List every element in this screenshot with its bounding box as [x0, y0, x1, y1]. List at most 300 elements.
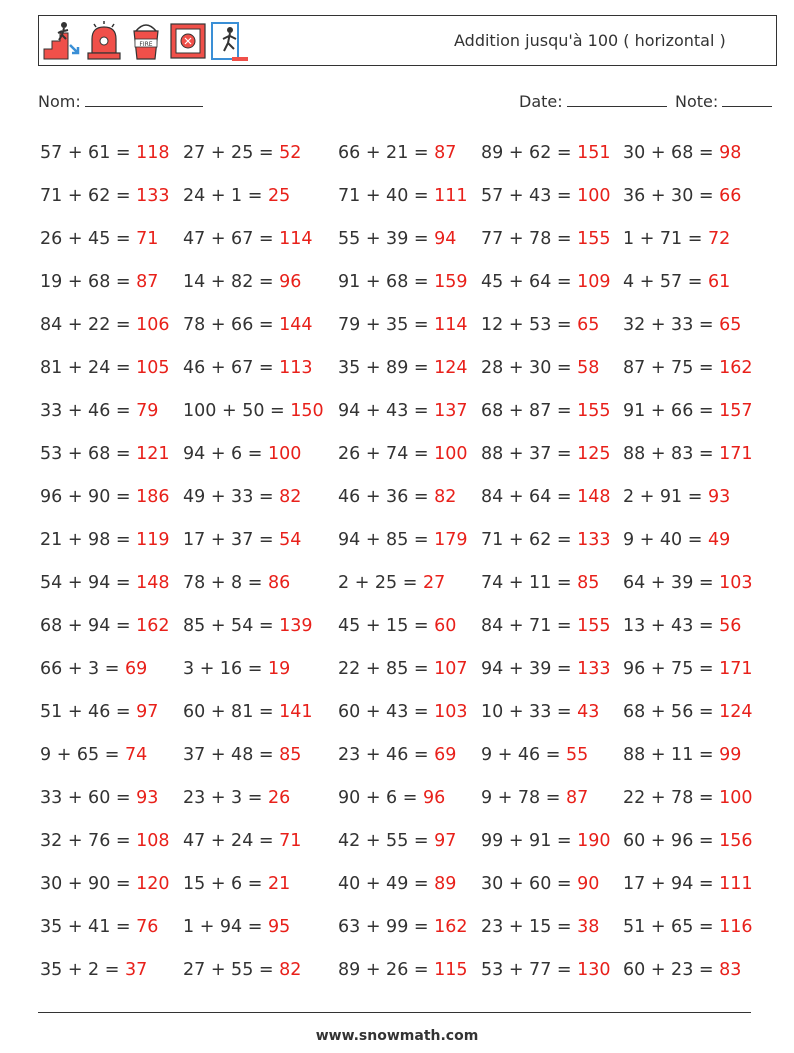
problem-answer: 76 [136, 917, 159, 937]
problem-cell [623, 229, 730, 249]
problem-question: 17 + 37 = [183, 530, 274, 550]
problem-answer: 90 [577, 874, 600, 894]
footer-url: www.snowmath.com [315, 1028, 479, 1044]
problem-answer: 111 [719, 874, 753, 894]
problem-answer: 96 [423, 788, 446, 808]
problem-question: 53 + 77 = [481, 960, 572, 980]
problem-cell [623, 186, 741, 206]
problem-answer: 148 [136, 573, 170, 593]
note-label: Note: [675, 92, 719, 111]
problem-question: 57 + 61 = [40, 143, 131, 163]
problem-question: 91 + 66 = [623, 401, 714, 421]
problem-cell [338, 917, 468, 937]
problem-answer: 25 [268, 186, 291, 206]
problem-question: 30 + 68 = [623, 143, 714, 163]
problem-answer: 100 [268, 444, 302, 464]
problem-answer: 114 [279, 229, 313, 249]
problem-answer: 21 [268, 874, 291, 894]
problem-answer: 65 [577, 315, 600, 335]
problem-answer: 43 [577, 702, 600, 722]
problem-answer: 99 [719, 745, 742, 765]
problem-question: 78 + 66 = [183, 315, 274, 335]
problem-cell [481, 960, 611, 980]
problem-cell [623, 917, 753, 937]
problem-question: 9 + 46 = [481, 745, 561, 765]
problem-question: 99 + 91 = [481, 831, 572, 851]
problem-cell [623, 659, 753, 679]
problem-cell [481, 917, 599, 937]
problem-question: 9 + 65 = [40, 745, 120, 765]
problem-answer: 156 [719, 831, 753, 851]
problem-answer: 179 [434, 530, 468, 550]
problem-answer: 82 [279, 487, 302, 507]
problem-cell [481, 186, 611, 206]
problem-question: 24 + 1 = [183, 186, 263, 206]
problem-answer: 155 [577, 401, 611, 421]
problem-question: 27 + 25 = [183, 143, 274, 163]
problem-cell [40, 573, 170, 593]
problem-answer: 26 [268, 788, 291, 808]
problem-answer: 38 [577, 917, 600, 937]
problem-answer: 61 [708, 272, 731, 292]
problem-answer: 83 [719, 960, 742, 980]
problem-question: 36 + 30 = [623, 186, 714, 206]
problem-answer: 54 [279, 530, 302, 550]
problem-answer: 27 [423, 573, 446, 593]
problem-question: 88 + 11 = [623, 745, 714, 765]
problem-answer: 60 [434, 616, 457, 636]
problem-cell [338, 487, 456, 507]
problem-question: 60 + 43 = [338, 702, 429, 722]
problem-cell [481, 616, 611, 636]
problem-cell [623, 444, 753, 464]
problem-question: 60 + 96 = [623, 831, 714, 851]
problem-question: 55 + 39 = [338, 229, 429, 249]
problem-answer: 114 [434, 315, 468, 335]
problem-cell [338, 315, 468, 335]
problem-answer: 79 [136, 401, 159, 421]
problem-question: 88 + 37 = [481, 444, 572, 464]
problem-question: 89 + 26 = [338, 960, 429, 980]
problem-cell [40, 960, 147, 980]
problem-question: 47 + 24 = [183, 831, 274, 851]
problem-question: 28 + 30 = [481, 358, 572, 378]
problem-answer: 69 [434, 745, 457, 765]
problem-question: 68 + 56 = [623, 702, 714, 722]
problem-answer: 100 [719, 788, 753, 808]
problem-answer: 159 [434, 272, 468, 292]
problem-cell [623, 358, 753, 378]
problem-answer: 162 [719, 358, 753, 378]
problem-cell [40, 272, 158, 292]
problem-cell [481, 874, 599, 894]
problem-cell [40, 401, 158, 421]
problem-question: 12 + 53 = [481, 315, 572, 335]
problem-cell [623, 272, 730, 292]
problem-cell [338, 401, 468, 421]
problem-answer: 82 [434, 487, 457, 507]
problem-answer: 85 [279, 745, 302, 765]
problem-question: 2 + 25 = [338, 573, 418, 593]
problem-cell [338, 272, 468, 292]
problem-question: 94 + 85 = [338, 530, 429, 550]
problem-answer: 107 [434, 659, 468, 679]
problem-cell [338, 659, 468, 679]
problem-cell [623, 143, 741, 163]
problem-question: 45 + 15 = [338, 616, 429, 636]
problem-question: 84 + 71 = [481, 616, 572, 636]
problem-answer: 97 [434, 831, 457, 851]
problem-cell [338, 229, 456, 249]
problem-question: 30 + 60 = [481, 874, 572, 894]
problem-cell [481, 745, 588, 765]
problem-cell [40, 702, 158, 722]
problem-answer: 119 [136, 530, 170, 550]
note-field[interactable] [675, 92, 772, 111]
problem-answer: 141 [279, 702, 313, 722]
problem-question: 21 + 98 = [40, 530, 131, 550]
problem-answer: 124 [434, 358, 468, 378]
problem-question: 71 + 62 = [40, 186, 131, 206]
problem-answer: 65 [719, 315, 742, 335]
name-label: Nom: [38, 92, 81, 111]
problem-cell [183, 960, 301, 980]
problem-answer: 162 [136, 616, 170, 636]
problem-question: 19 + 68 = [40, 272, 131, 292]
problem-question: 33 + 60 = [40, 788, 131, 808]
problem-question: 94 + 39 = [481, 659, 572, 679]
problem-answer: 74 [125, 745, 148, 765]
problem-cell [623, 745, 741, 765]
problem-cell [40, 487, 170, 507]
problem-answer: 148 [577, 487, 611, 507]
problem-cell [40, 874, 170, 894]
emergency-exit-icon [210, 19, 250, 63]
problem-cell [40, 358, 170, 378]
problem-question: 30 + 90 = [40, 874, 131, 894]
problem-answer: 96 [279, 272, 302, 292]
problem-cell [40, 616, 170, 636]
name-field[interactable] [38, 92, 203, 111]
problem-answer: 139 [279, 616, 313, 636]
problem-question: 81 + 24 = [40, 358, 131, 378]
problem-cell [183, 874, 290, 894]
problem-cell [623, 487, 730, 507]
problem-cell [183, 143, 301, 163]
problem-question: 68 + 94 = [40, 616, 131, 636]
problem-cell [183, 788, 290, 808]
problem-answer: 190 [577, 831, 611, 851]
problem-cell [481, 358, 599, 378]
problem-answer: 69 [125, 659, 148, 679]
problem-answer: 56 [719, 616, 742, 636]
problem-cell [338, 960, 468, 980]
problem-answer: 82 [279, 960, 302, 980]
problem-question: 71 + 40 = [338, 186, 429, 206]
problem-answer: 37 [125, 960, 148, 980]
problem-question: 42 + 55 = [338, 831, 429, 851]
problem-cell [183, 702, 313, 722]
problem-question: 57 + 43 = [481, 186, 572, 206]
problem-question: 3 + 16 = [183, 659, 263, 679]
problem-cell [40, 831, 170, 851]
problem-answer: 120 [136, 874, 170, 894]
problem-question: 46 + 36 = [338, 487, 429, 507]
problem-question: 90 + 6 = [338, 788, 418, 808]
problem-question: 35 + 2 = [40, 960, 120, 980]
problem-cell [481, 229, 611, 249]
problem-cell [623, 573, 753, 593]
problem-question: 22 + 78 = [623, 788, 714, 808]
problem-question: 32 + 76 = [40, 831, 131, 851]
problem-question: 100 + 50 = [183, 401, 285, 421]
problem-answer: 94 [434, 229, 457, 249]
problem-question: 79 + 35 = [338, 315, 429, 335]
problem-answer: 150 [290, 401, 324, 421]
problem-cell [623, 960, 741, 980]
problem-answer: 130 [577, 960, 611, 980]
problem-question: 23 + 15 = [481, 917, 572, 937]
problem-cell [183, 487, 301, 507]
problem-cell [338, 702, 468, 722]
problem-question: 10 + 33 = [481, 702, 572, 722]
problem-answer: 133 [136, 186, 170, 206]
fire-bucket-icon [126, 19, 166, 63]
problem-question: 54 + 94 = [40, 573, 131, 593]
problem-cell [338, 573, 445, 593]
problem-answer: 100 [577, 186, 611, 206]
problem-cell [481, 401, 611, 421]
problem-answer: 55 [566, 745, 589, 765]
problem-question: 66 + 3 = [40, 659, 120, 679]
problem-question: 9 + 78 = [481, 788, 561, 808]
problem-answer: 103 [719, 573, 753, 593]
problem-cell [623, 702, 753, 722]
problem-cell [481, 530, 611, 550]
problem-question: 17 + 94 = [623, 874, 714, 894]
problem-cell [623, 401, 753, 421]
header-icons [42, 19, 250, 63]
problem-question: 27 + 55 = [183, 960, 274, 980]
problem-answer: 171 [719, 444, 753, 464]
problem-cell [40, 659, 147, 679]
problem-question: 84 + 64 = [481, 487, 572, 507]
problem-question: 63 + 99 = [338, 917, 429, 937]
problem-cell [40, 143, 170, 163]
problem-cell [338, 358, 468, 378]
problem-question: 78 + 8 = [183, 573, 263, 593]
problem-answer: 162 [434, 917, 468, 937]
problem-question: 46 + 67 = [183, 358, 274, 378]
problem-cell [481, 573, 599, 593]
problem-answer: 113 [279, 358, 313, 378]
problem-answer: 49 [708, 530, 731, 550]
problem-answer: 87 [434, 143, 457, 163]
problem-cell [338, 745, 456, 765]
problem-answer: 186 [136, 487, 170, 507]
problem-question: 91 + 68 = [338, 272, 429, 292]
problem-question: 22 + 85 = [338, 659, 429, 679]
problem-cell [481, 788, 588, 808]
problem-cell [183, 745, 301, 765]
problem-question: 51 + 46 = [40, 702, 131, 722]
footer-divider [38, 1012, 751, 1013]
problem-answer: 124 [719, 702, 753, 722]
problem-question: 84 + 22 = [40, 315, 131, 335]
problem-question: 9 + 40 = [623, 530, 703, 550]
fire-alarm-button-icon [168, 19, 208, 63]
problem-cell [623, 616, 741, 636]
problem-cell [183, 917, 290, 937]
problem-answer: 93 [136, 788, 159, 808]
problem-cell [183, 530, 301, 550]
problem-cell [183, 315, 313, 335]
problem-answer: 93 [708, 487, 731, 507]
problem-answer: 103 [434, 702, 468, 722]
problem-answer: 52 [279, 143, 302, 163]
problem-answer: 171 [719, 659, 753, 679]
problem-cell [40, 315, 170, 335]
problem-answer: 111 [434, 186, 468, 206]
problem-cell [183, 831, 301, 851]
problem-answer: 118 [136, 143, 170, 163]
problem-cell [481, 702, 599, 722]
problem-cell [183, 444, 301, 464]
worksheet-header [38, 15, 777, 66]
problem-question: 32 + 33 = [623, 315, 714, 335]
problem-answer: 71 [136, 229, 159, 249]
problem-cell [338, 874, 456, 894]
problem-cell [40, 530, 170, 550]
problem-answer: 95 [268, 917, 291, 937]
problem-cell [338, 616, 456, 636]
problem-question: 94 + 6 = [183, 444, 263, 464]
problem-question: 74 + 11 = [481, 573, 572, 593]
problem-cell [481, 315, 599, 335]
problem-answer: 66 [719, 186, 742, 206]
problem-answer: 108 [136, 831, 170, 851]
problem-question: 53 + 68 = [40, 444, 131, 464]
problem-answer: 86 [268, 573, 291, 593]
problem-question: 47 + 67 = [183, 229, 274, 249]
problem-answer: 97 [136, 702, 159, 722]
problem-cell [481, 831, 611, 851]
problem-question: 26 + 45 = [40, 229, 131, 249]
problem-question: 64 + 39 = [623, 573, 714, 593]
problem-cell [40, 917, 158, 937]
svg-text:FIRE: FIRE [139, 41, 153, 48]
problem-answer: 19 [268, 659, 291, 679]
problem-question: 96 + 90 = [40, 487, 131, 507]
problem-cell [40, 444, 170, 464]
problem-question: 23 + 46 = [338, 745, 429, 765]
problem-question: 15 + 6 = [183, 874, 263, 894]
fire-escape-stairs-icon [42, 19, 82, 63]
problem-answer: 155 [577, 229, 611, 249]
problem-answer: 137 [434, 401, 468, 421]
problem-cell [338, 530, 468, 550]
problem-cell [40, 186, 170, 206]
problem-answer: 89 [434, 874, 457, 894]
problem-question: 13 + 43 = [623, 616, 714, 636]
problem-question: 66 + 21 = [338, 143, 429, 163]
problem-cell [183, 272, 301, 292]
problem-cell [481, 143, 611, 163]
problem-cell [623, 788, 753, 808]
problem-question: 94 + 43 = [338, 401, 429, 421]
problem-cell [338, 831, 456, 851]
note-line[interactable] [722, 92, 772, 107]
problem-cell [481, 487, 611, 507]
problem-question: 40 + 49 = [338, 874, 429, 894]
name-line[interactable] [85, 92, 203, 107]
date-line[interactable] [567, 92, 667, 107]
problem-question: 68 + 87 = [481, 401, 572, 421]
problem-question: 35 + 89 = [338, 358, 429, 378]
worksheet-title: Addition jusqu'à 100 ( horizontal ) [454, 31, 726, 50]
problem-answer: 58 [577, 358, 600, 378]
problem-cell [481, 272, 611, 292]
date-field[interactable] [519, 92, 667, 111]
problem-answer: 115 [434, 960, 468, 980]
problem-question: 49 + 33 = [183, 487, 274, 507]
problem-cell [183, 229, 313, 249]
date-label: Date: [519, 92, 563, 111]
problem-cell [338, 788, 445, 808]
problem-question: 89 + 62 = [481, 143, 572, 163]
problem-question: 14 + 82 = [183, 272, 274, 292]
problem-cell [623, 874, 753, 894]
problem-question: 1 + 71 = [623, 229, 703, 249]
problem-answer: 71 [279, 831, 302, 851]
problem-answer: 87 [136, 272, 159, 292]
problem-answer: 106 [136, 315, 170, 335]
problem-question: 45 + 64 = [481, 272, 572, 292]
problem-question: 33 + 46 = [40, 401, 131, 421]
problem-cell [623, 315, 741, 335]
problem-cell [623, 831, 753, 851]
problem-answer: 133 [577, 659, 611, 679]
problem-question: 26 + 74 = [338, 444, 429, 464]
problem-cell [338, 143, 456, 163]
problem-question: 2 + 91 = [623, 487, 703, 507]
problem-question: 37 + 48 = [183, 745, 274, 765]
problem-answer: 116 [719, 917, 753, 937]
problem-answer: 72 [708, 229, 731, 249]
problem-question: 23 + 3 = [183, 788, 263, 808]
problem-cell [183, 358, 313, 378]
problem-answer: 85 [577, 573, 600, 593]
problem-question: 35 + 41 = [40, 917, 131, 937]
problem-answer: 105 [136, 358, 170, 378]
problem-answer: 133 [577, 530, 611, 550]
problem-answer: 155 [577, 616, 611, 636]
problem-cell [338, 186, 468, 206]
problem-question: 60 + 81 = [183, 702, 274, 722]
problem-question: 96 + 75 = [623, 659, 714, 679]
problem-answer: 121 [136, 444, 170, 464]
problem-question: 87 + 75 = [623, 358, 714, 378]
problem-cell [623, 530, 730, 550]
problem-cell [338, 444, 468, 464]
problem-cell [183, 659, 290, 679]
problem-question: 60 + 23 = [623, 960, 714, 980]
problem-question: 1 + 94 = [183, 917, 263, 937]
problem-cell [183, 401, 324, 421]
problem-cell [40, 229, 158, 249]
problem-cell [481, 659, 611, 679]
problem-answer: 125 [577, 444, 611, 464]
